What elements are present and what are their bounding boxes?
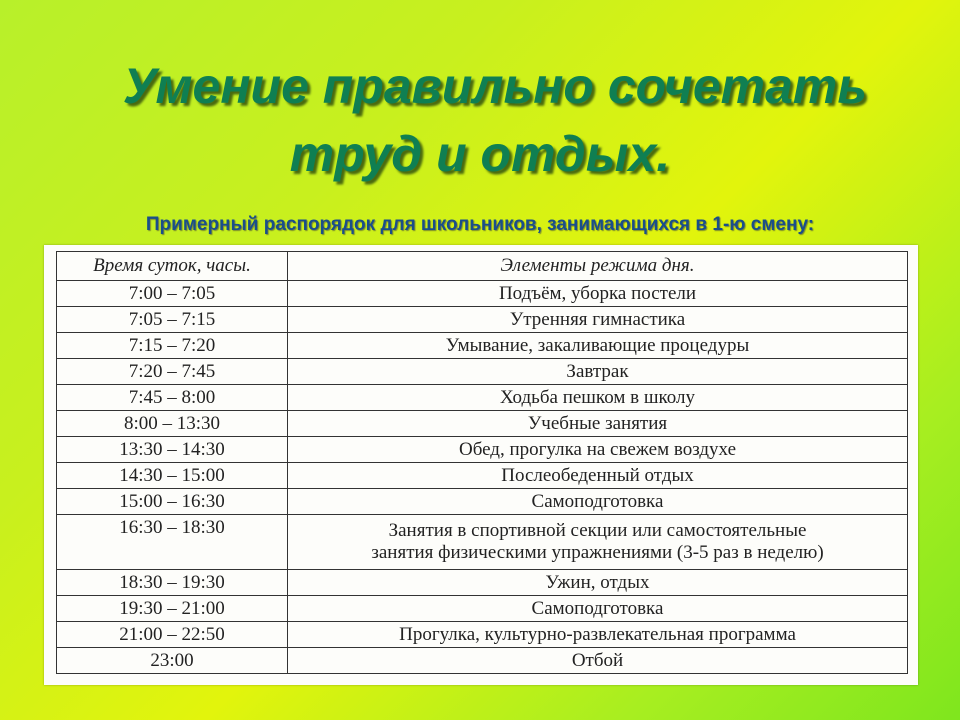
slide-title-line-2: труд и отдых. [289, 126, 671, 182]
schedule-sheet [44, 245, 918, 685]
time-cell: 18:30 – 19:30 [57, 570, 288, 596]
time-cell: 8:00 – 13:30 [57, 411, 288, 437]
column-header-activity: Элементы режима дня. [288, 252, 908, 281]
slide-subtitle: Примерный распорядок для школьников, занимающихся в 1-ю смену: [145, 214, 815, 235]
activity-cell: Ходьба пешком в школу [288, 385, 908, 411]
time-cell: 7:20 – 7:45 [57, 359, 288, 385]
table-row [57, 385, 908, 411]
activity-cell: Завтрак [288, 359, 908, 385]
time-cell: 7:15 – 7:20 [57, 333, 288, 359]
slide-title [0, 52, 960, 188]
activity-cell: Умывание, закаливающие процедуры [288, 333, 908, 359]
time-cell: 7:05 – 7:15 [57, 307, 288, 333]
activity-cell: Послеобеденный отдых [288, 463, 908, 489]
table-row [57, 281, 908, 307]
activity-cell: Самоподготовка [288, 489, 908, 515]
activity-cell: Прогулка, культурно-развлекательная программа [288, 622, 908, 648]
table-row [57, 489, 908, 515]
time-cell: 19:30 – 21:00 [57, 596, 288, 622]
time-cell: 7:00 – 7:05 [57, 281, 288, 307]
table-row [57, 570, 908, 596]
time-cell: 16:30 – 18:30 [57, 515, 288, 570]
activity-cell: Обед, прогулка на свежем воздухе [288, 437, 908, 463]
activity-cell: Отбой [288, 648, 908, 674]
table-row [57, 515, 908, 570]
activity-cell-line-2: занятия физическими упражнениями (3-5 раз в неделю) [371, 542, 824, 563]
activity-cell: Ужин, отдых [288, 570, 908, 596]
schedule-table [56, 251, 908, 674]
time-cell: 7:45 – 8:00 [57, 385, 288, 411]
activity-cell: Подъём, уборка постели [288, 281, 908, 307]
table-header-row [57, 252, 908, 281]
table-row [57, 333, 908, 359]
activity-cell-line-1: Занятия в спортивной секции или самостоятельные [388, 520, 807, 541]
activity-cell: Утренняя гимнастика [288, 307, 908, 333]
slide-title-line-1: Умение правильно сочетать [122, 58, 868, 114]
table-row [57, 307, 908, 333]
time-cell: 15:00 – 16:30 [57, 489, 288, 515]
time-cell: 23:00 [57, 648, 288, 674]
activity-cell: Учебные занятия [288, 411, 908, 437]
table-row [57, 648, 908, 674]
table-row [57, 359, 908, 385]
activity-cell [288, 515, 908, 570]
time-cell: 14:30 – 15:00 [57, 463, 288, 489]
table-row [57, 463, 908, 489]
time-cell: 13:30 – 14:30 [57, 437, 288, 463]
table-row [57, 411, 908, 437]
time-cell: 21:00 – 22:50 [57, 622, 288, 648]
table-row [57, 622, 908, 648]
activity-cell: Самоподготовка [288, 596, 908, 622]
table-row [57, 596, 908, 622]
table-row [57, 437, 908, 463]
column-header-time: Время суток, часы. [57, 252, 288, 281]
